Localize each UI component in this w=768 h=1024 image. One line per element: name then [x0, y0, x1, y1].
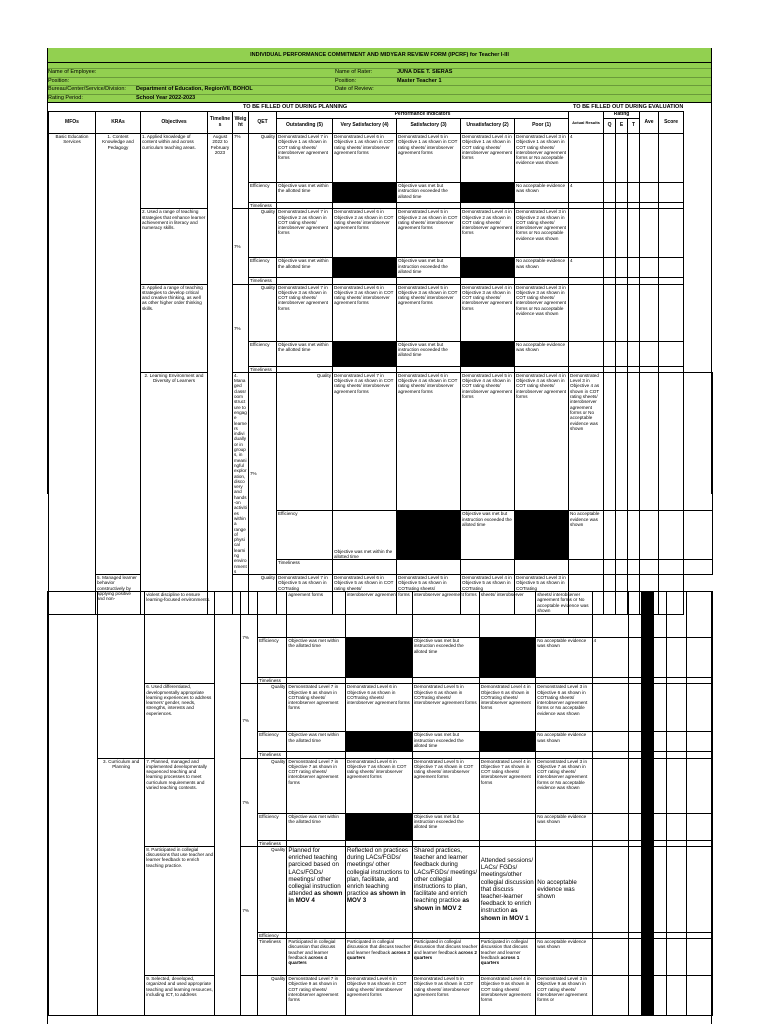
objectives-header: Objectives — [141, 112, 208, 134]
indicator-cell: No acceptable evidence was shown — [515, 341, 569, 366]
indicator-cell: Demonstrated Level 6 in Objective 5 as shown in COT rating sheets/ — [333, 575, 397, 615]
table-row — [49, 758, 713, 813]
weight-header: Weight — [233, 112, 249, 134]
table-row — [49, 209, 713, 258]
rater-position-label: Position: — [335, 77, 357, 84]
objective-cell: 5. Managed learner behavior constructively by applying positive and non- — [96, 575, 141, 615]
kras-header: KRAs — [96, 112, 141, 134]
indicator-cell: Demonstrated Level 7 in Objective 9 as shown in COT rating sheets/ interobserver agreement forms — [287, 976, 346, 1016]
timeline-cell: August 2022 to February 2023 — [208, 134, 233, 615]
indicator-cell: Demonstrated Level 7 in Objective 5 as shown in COTrating — [277, 575, 333, 615]
form-page-2 — [47, 591, 712, 1024]
indicator-cell: Demonstrated Level 5 in Objective 9 as shown in COT rating sheets/ interobserver agreement forms — [412, 976, 479, 1016]
indicator-cell: No acceptable evidence was shown — [536, 939, 592, 976]
indicator-cell: Demonstrated Level 6 in Objective 6 as shown in COTrating sheets/ interobserver agreement forms — [345, 684, 412, 732]
qet-timeliness: Timeliness — [277, 560, 333, 575]
indicator-cell: Objective was met within the allotted time — [287, 732, 346, 752]
indicator-cell: Demonstrated Level 5 in Objective 6 as shown in COTrating sheets/ interobserver agreement forms — [412, 684, 479, 732]
qet-header: QET — [249, 112, 277, 134]
employee-label: Name of Employee: — [48, 69, 97, 75]
qet-quality: Quality — [249, 134, 277, 183]
qet-timeliness: Timeliness — [249, 366, 277, 372]
indicator-cell: Demonstrated Level 5 in Objective 7 as shown in COT rating sheets/ interobserver agreement forms — [412, 758, 479, 813]
indicator-cell: Demonstrated Level 6 in Objective 3 as shown in COT rating sheets/ interobserver agreement forms — [333, 284, 397, 341]
period-value: School Year 2022-2023 — [136, 94, 196, 101]
qet-timeliness: Timeliness — [258, 939, 287, 976]
table-row — [49, 372, 713, 510]
indicator-cell: Demonstrated Level 3 in Objective 7 as shown in COT rating sheets/ interobserver agreement forms or No acceptable evidence was shown — [536, 758, 592, 813]
indicator-cell: Objective was met within the allotted time — [333, 511, 397, 560]
objective-cell: 8. Participated in collegial discussions that use teacher and learner feedback to enrich teaching practice. — [145, 846, 215, 975]
qet-quality: Quality — [249, 575, 277, 615]
indicator-cell: Demonstrated Level 3 in Objective 5 as shown in COTrating — [515, 575, 569, 615]
indicator-cell: Demonstrated Level 4 in Objective 7 as shown in COT rating sheets/ interobserver agreement forms — [479, 758, 535, 813]
qet-quality: Quality — [249, 209, 277, 258]
kra-cell: 1. Content Knowledge and Pedagogy — [96, 134, 141, 575]
employee-row — [48, 68, 711, 77]
indicator-cell: Demonstrated Level 3 in Objective 9 as shown in COT rating sheets/ interobserver agreement forms or — [536, 976, 592, 1016]
indicator-cell: Demonstrated Level 7 in Objective 7 as shown in COT rating sheets/ interobserver agreement forms — [287, 758, 346, 813]
weight-cell: 7% — [249, 372, 277, 574]
qet-efficiency: Efficiency — [249, 183, 277, 203]
kra-cell: 2. Learning Environment and Diversity of Learners — [141, 372, 208, 614]
indicator-cell: Objective was met but instruction exceeded the alloted time — [397, 341, 461, 366]
planning-label: TO BE FILLED OUT DURING PLANNING — [243, 104, 348, 110]
indicator-cell-unsatisfactory: Attended sessions/ LACs/ FGDs/ meetings/other collegial discussion that discuss teacher-learner feedback to enrich instruction as shown in MOV 1 — [479, 846, 535, 932]
rater-name: JUNA DEE T. SIERAS — [397, 69, 453, 75]
weight-cell: 7% — [233, 134, 249, 209]
q-header: Q — [604, 119, 616, 134]
indicator-cell: Demonstrated Level 3 in Objective 6 as shown in COTrating sheets/ interobserver agreement forms or No acceptable evidence was shown — [536, 684, 592, 732]
qet-timeliness: Timeliness — [258, 752, 287, 758]
objective-cell: 9. Selected, developed, organized and used appropriate teaching and learning resources, including ICT, to address — [145, 976, 215, 1016]
indicator-cell: Demonstrated Level 5 in Objective 4 as shown in COT rating sheets/ interobserver agreement forms — [461, 372, 515, 510]
satisfactory-header: Satisfactory (3) — [397, 119, 461, 134]
table-row — [49, 846, 713, 932]
indicator-cell: Objective was met but instruction exceeded the alloted time — [461, 511, 515, 560]
indicator-cell: Demonstrated Level 3 in Objective 4 as shown in COT rating sheets/ interobserver agreement forms or No acceptable evidence was shown — [569, 372, 604, 510]
weight-cell: 7% — [241, 846, 258, 975]
indicator-cell: sheets/ interobserver — [479, 592, 535, 638]
indicator-cell: Demonstrated Level 4 in Objective 6 as shown in COTrating sheets/ interobserver agreement forms — [479, 684, 535, 732]
mfos-header: MFOs — [49, 112, 96, 134]
indicator-cell: Participated in collegial discussion that discuss teacher and learner feedback across 4 quarters — [287, 939, 346, 976]
bureau-value: Department of Education, RegionVII, BOHOL — [136, 86, 253, 92]
indicator-cell: Objective was met within the allotted time — [277, 341, 333, 366]
indicator-cell: Demonstrated Level 5 in Objective 1 as shown in COT rating sheets/ interobserver agreement forms — [397, 134, 461, 183]
qet-timeliness: Timeliness — [258, 840, 287, 846]
qet-efficiency: Efficiency — [258, 932, 287, 938]
objective-cell: 1. Applied knowledge of content within and across curriculum teaching areas. — [141, 134, 208, 209]
indicator-cell: No acceptable evidence was shown — [536, 638, 592, 678]
indicator-cell: Participated in collegial discussion that discuss teacher and learner feedback across 2 quarters — [412, 939, 479, 976]
indicator-cell: Demonstrated Level 5 in Objective 3 as shown in COT rating sheets/ interobserver agreement forms — [397, 284, 461, 341]
ipcrf-table-page-1 — [48, 111, 713, 615]
indicator-cell: Demonstrated Level 4 in Objective 2 as shown in COT rating sheets/ interobserver agreement forms — [461, 209, 515, 258]
indicator-cell: No acceptable evidence was shown — [536, 732, 592, 752]
indicator-cell: No acceptable evidence was shown — [515, 183, 569, 203]
qet-timeliness: Timeliness — [249, 203, 277, 209]
objective-cell: 7. Planned, managed and implemented developmentally sequenced teaching and learning processes to meet curriculum requirements and varied teaching contexts. — [145, 758, 215, 846]
indicator-cell: interobserver agreement forms — [412, 592, 479, 638]
position-label: Position: — [48, 77, 70, 84]
indicator-cell: Objective was met but instruction exceeded the alloted time — [412, 638, 479, 678]
score-header: Score — [659, 112, 684, 134]
indicator-cell: Participated in collegial discussion that discuss teacher and learner feedback across 1 quarters — [479, 939, 535, 976]
rating-header: Rating — [604, 112, 640, 119]
objective-cell: 6. Used differentiated, developmentally appropriate learning experiences to address learners' gender, needs, strengths, interests and experiences. — [145, 684, 215, 758]
t-header: T — [628, 119, 640, 134]
indicator-cell: Demonstrated Level 7 in Objective 4 as shown in COT rating sheets/ interobserver agreement forms — [333, 372, 397, 510]
indicator-cell: Demonstrated Level 3 in Objective 2 as shown in COT rating sheets/ interobserver agreement forms or No acceptable evidence was shown — [515, 209, 569, 258]
indicator-cell: Demonstrated Level 7 in Objective 6 as shown in COTrating sheets/ interobserver agreement forms — [287, 684, 346, 732]
indicator-cell: Demonstrated Level 5 in Objective 2 as shown in COT rating sheets/ interobserver agreement forms — [397, 209, 461, 258]
performance-indicators-header: Performance Indicators — [277, 112, 569, 119]
actual-result-cell[interactable]: 4 — [569, 258, 604, 278]
indicator-cell: Demonstrated Level 4 in Objective 9 as shown in COT rating sheets/ interobserver agreement forms — [479, 976, 535, 1016]
review-date-label: Date of Review: — [335, 86, 374, 92]
indicator-cell: No acceptable evidence was shown — [536, 813, 592, 840]
indicator-cell: Demonstrated Level 6 in Objective 1 as shown in COT rating sheets/ interobserver agreement forms — [333, 134, 397, 183]
ipcrf-table-page-2 — [48, 591, 713, 1016]
actual-result-cell[interactable]: 4 — [569, 134, 604, 183]
indicator-cell: sheets/ interobserver agreement forms or No acceptable evidence was shown — [536, 592, 592, 638]
mfo-cell: Basic Education Services — [49, 134, 96, 615]
indicator-cell: Objective was met but instruction exceeded the alloted time — [397, 258, 461, 278]
indicator-cell: Objective was met within the allotted time — [287, 638, 346, 678]
unsatisfactory-header: Unsatisfactory (2) — [461, 119, 515, 134]
indicator-cell: Objective was met but instruction exceeded the alloted time — [412, 732, 479, 752]
qet-quality: Quality — [258, 758, 287, 813]
table-row — [49, 284, 713, 341]
indicator-cell: agreement forms — [287, 592, 346, 638]
indicator-cell: Demonstrated Level 3 in Objective 1 as shown in COT rating sheets/ interobserver agreement forms or No acceptable evidence was shown — [515, 134, 569, 183]
indicator-cell: Demonstrated Level 4 in Objective 4 as shown in COT rating sheets/ interobserver agreement forms — [515, 372, 569, 510]
qet-efficiency: Efficiency — [249, 258, 277, 278]
qet-quality: Quality — [258, 684, 287, 732]
evaluation-label: TO BE FILLED OUT DURING EVALUATION — [573, 104, 684, 110]
bureau-label: Bureau/Center/Service/Division: — [48, 86, 126, 92]
indicator-cell-very-satisfactory: Reflected on practices during LACs/FGDs/ meetings/ other collegial instructions to plan, facilitate, and enrich teaching practice as shown in MOV 3 — [345, 846, 412, 932]
outstanding-header: Outstanding (5) — [277, 119, 333, 134]
table-row — [49, 684, 713, 732]
table-row — [49, 592, 713, 638]
qet-timeliness: Timeliness — [258, 678, 287, 684]
indicator-cell: Objective was met within the allotted time — [277, 258, 333, 278]
indicator-cell: Participated in collegial discussion that discuss teacher and learner feedback across 3 quarters — [345, 939, 412, 976]
indicator-cell: interobserver agreement forms — [345, 592, 412, 638]
form-title: INDIVIDUAL PERFORMANCE COMMITMENT AND MIDYEAR REVIEW FORM (IPCRF) for Teacher I-III — [48, 48, 711, 63]
table-row — [49, 134, 713, 183]
qet-timeliness: Timeliness — [249, 278, 277, 284]
qet-efficiency: Efficiency — [249, 341, 277, 366]
objective-cell: violent discipline to ensure learning-focused environments. — [145, 592, 215, 684]
qet-efficiency: Efficiency — [258, 732, 287, 752]
indicator-cell-poor: No acceptable evidence was shown — [536, 846, 592, 932]
indicator-cell: Demonstrated Level 6 in Objective 4 as shown in COT rating sheets/ interobserver agreement forms — [397, 372, 461, 510]
indicator-cell: Demonstrated Level 7 in Objective 3 as shown in COT rating sheets/ interobserver agreement forms — [277, 284, 333, 341]
weight-cell: 7% — [233, 209, 249, 284]
indicator-cell-satisfactory: Shared practices, teacher and learner feedback during LACs/FGDs/ meetings/ other collegial instructions to plan, facilitate and enrich teaching practice as shown in MOV 2 — [412, 846, 479, 932]
indicator-cell: No acceptable evidence was shown — [515, 258, 569, 278]
poor-header: Poor (1) — [515, 119, 569, 134]
weight-cell: 7% — [241, 592, 258, 684]
weight-cell: 7% — [241, 758, 258, 846]
indicator-cell: Demonstrated Level 6 in Objective 2 as shown in COT rating sheets/ interobserver agreement forms — [333, 209, 397, 258]
indicator-cell: Demonstrated Level 4 in Objective 1 as shown in COT rating sheets/ interobserver agreement forms — [461, 134, 515, 183]
indicator-cell: Objective was met within the allotted time — [287, 813, 346, 840]
position-row — [48, 77, 711, 86]
indicator-cell: Objective was met but instruction exceeded the alloted time — [397, 183, 461, 203]
weight-cell: 7% — [233, 284, 249, 372]
rater-position: Master Teacher 1 — [397, 77, 442, 84]
actual-result-cell[interactable]: 4 — [592, 638, 629, 678]
indicator-cell: Objective was met but instruction exceeded the alloted time — [412, 813, 479, 840]
qet-quality: Quality — [258, 846, 287, 932]
period-label: Rating Period: — [48, 94, 83, 101]
indicator-cell: Demonstrated Level 4 in Objective 3 as shown in COT rating sheets/ interobserver agreement forms — [461, 284, 515, 341]
rater-label: Name of Rater: — [335, 69, 373, 75]
period-row — [48, 94, 711, 103]
qet-quality: Quality — [249, 284, 277, 341]
e-header: E — [616, 119, 628, 134]
indicator-cell: No acceptable evidence was shown — [569, 511, 604, 560]
indicator-cell: Demonstrated Level 5 in Objective 5 as shown in COTrating sheets/ — [397, 575, 461, 615]
actual-results-header: Actual Results — [569, 112, 604, 134]
header-row-1 — [49, 112, 713, 119]
indicator-cell-outstanding: Planned for enriched teaching parciced based on LACs/FGDs/ meetings/ other collegial instruction attended as shown in MOV 4 — [287, 846, 346, 932]
weight-cell: 7% — [241, 684, 258, 758]
kra-cell: 3. Curriculum and Planning — [98, 758, 145, 1016]
qet-quality: Quality — [277, 372, 333, 510]
indicator-cell: Demonstrated Level 3 in Objective 3 as shown in COT rating sheets/ interobserver agreement forms or No acceptable evidence was shown — [515, 284, 569, 341]
objective-cell: 2. Used a range of teaching strategies that enhance learner achievement in literacy and numeracy skills. — [141, 209, 208, 284]
indicator-cell: Demonstrated Level 7 in Objective 2 as shown in COT rating sheets/ interobserver agreement forms — [277, 209, 333, 258]
table-row — [49, 976, 713, 1016]
indicator-cell: Objective was met within the allotted time — [277, 183, 333, 203]
indicator-cell: Demonstrated Level 7 in Objective 1 as shown in COT rating sheets/ interobserver agreement forms — [277, 134, 333, 183]
timelines-header: Timelines — [208, 112, 233, 134]
qet-efficiency: Efficiency — [258, 813, 287, 840]
qet-efficiency: Efficiency — [258, 638, 287, 678]
bureau-row — [48, 85, 711, 94]
ave-header: Ave — [640, 112, 659, 134]
very-satisfactory-header: Very Satisfactory (4) — [333, 119, 397, 134]
indicator-cell: Demonstrated Level 6 in Objective 9 as shown in COT rating sheets/ interobserver agreement forms — [345, 976, 412, 1016]
qet-efficiency: Efficiency — [277, 511, 333, 560]
section-band — [48, 102, 711, 111]
indicator-cell: Demonstrated Level 6 in Objective 7 as shown in COT rating sheets/ interobserver agreement forms — [345, 758, 412, 813]
actual-result-cell[interactable]: 4 — [569, 183, 604, 203]
qet-quality: Quality — [258, 976, 287, 1016]
objective-cell: 3. Applied a range of teaching strategies to develop critical and creative thinking, as well as other higher order thinking skills. — [141, 284, 208, 372]
objective-cell: 4. Managed classroom structure to engage learners individually or in groups, in meaningful exploration, discovery and hands-on activities within a range of physical learning environments — [234, 372, 247, 574]
indicator-cell: Demonstrated Level 4 in Objective 5 as shown in COTrating — [461, 575, 515, 615]
